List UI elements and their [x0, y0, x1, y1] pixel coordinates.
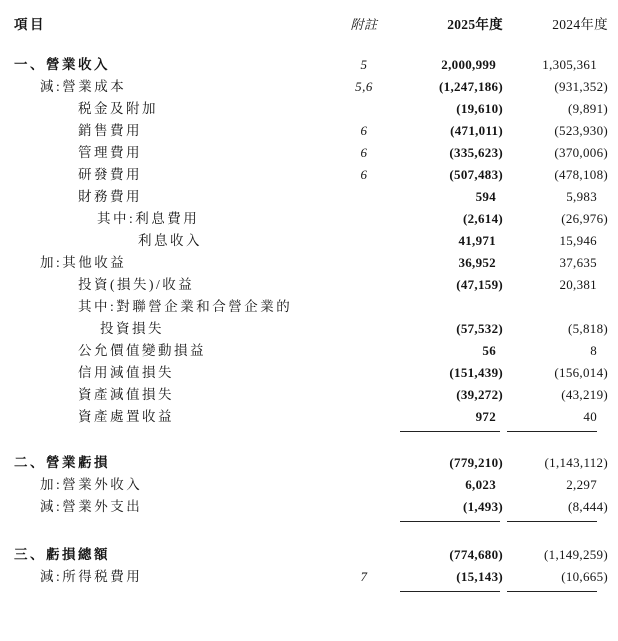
table-row [14, 230, 608, 252]
table-row [14, 76, 608, 98]
row-label: 税金及附加 [78, 101, 158, 116]
row-value-2024: 15,946 [559, 233, 597, 248]
table-row [14, 186, 608, 208]
row-value-2024: 5,983 [566, 189, 597, 204]
table-row [14, 318, 608, 340]
row-label: 其中:利息費用 [97, 211, 200, 226]
row-note: 6 [360, 145, 368, 160]
row-value-2025: (57,532) [456, 321, 503, 336]
row-label: 研發費用 [78, 167, 142, 182]
table-row [14, 252, 608, 274]
row-value-2025: 36,952 [458, 255, 496, 270]
row-value-2024: (8,444) [503, 496, 608, 518]
row-label: 一、營業收入 [14, 57, 110, 72]
row-label: 公允價值變動損益 [78, 343, 206, 358]
row-value-2024: 37,635 [559, 255, 597, 270]
row-value-2025: 56 [482, 343, 496, 358]
table-row [14, 54, 608, 76]
row-value-2025: (39,272) [456, 387, 503, 402]
row-value-2024: (156,014) [554, 365, 608, 380]
row-value-2024: (10,665) [503, 566, 608, 588]
row-value-2024: 8 [590, 343, 597, 358]
row-value-2025: 594 [475, 189, 496, 204]
header-gap [14, 36, 608, 54]
row-label: 利息收入 [138, 233, 202, 248]
table-row [14, 142, 608, 164]
table-row [14, 566, 608, 588]
row-note: 6 [360, 123, 368, 138]
row-label: 減:所得税費用 [40, 569, 143, 584]
row-value-2025: (19,610) [456, 101, 503, 116]
row-note: 5,6 [355, 79, 373, 94]
header-year-2025: 2025年度 [447, 17, 503, 32]
row-label: 銷售費用 [78, 123, 142, 138]
table-row [14, 362, 608, 384]
row-value-2024: 40 [503, 406, 608, 428]
row-value-2024: (9,891) [567, 101, 608, 116]
row-value-2025: (471,011) [450, 123, 503, 138]
row-value-2024: 2,297 [566, 477, 597, 492]
row-label: 減:營業成本 [40, 79, 127, 94]
row-label: 二、營業虧損 [14, 455, 110, 470]
table-row [14, 384, 608, 406]
row-value-2024: (43,219) [561, 387, 608, 402]
table-row [14, 296, 608, 318]
row-value-2025: (335,623) [449, 145, 503, 160]
table-row [14, 274, 608, 296]
table-header-row [14, 14, 608, 36]
row-value-2024: (5,818) [567, 321, 608, 336]
row-value-2025: (2,614) [462, 211, 503, 226]
row-label: 加:其他收益 [40, 255, 127, 270]
row-label: 管理費用 [78, 145, 142, 160]
row-value-2025: 41,971 [458, 233, 496, 248]
row-value-2025: (151,439) [449, 365, 503, 380]
row-label: 投資損失 [100, 321, 164, 336]
rows [14, 54, 608, 588]
row-value-2025: (1,493) [392, 496, 503, 518]
row-value-2024: (478,108) [554, 167, 608, 182]
row-label: 投資(損失)/收益 [78, 277, 195, 292]
row-value-2025: (1,247,186) [439, 79, 503, 94]
table-row [14, 452, 608, 474]
row-value-2025: (774,680) [449, 547, 503, 562]
table-row [14, 340, 608, 362]
row-note: 7 [360, 569, 368, 584]
row-value-2024: 1,305,361 [542, 57, 597, 72]
row-label: 財務費用 [78, 189, 142, 204]
row-value-2024: (1,143,112) [544, 455, 608, 470]
row-value-2024: 20,381 [559, 277, 597, 292]
row-value-2025: (15,143) [392, 566, 503, 588]
row-value-2024: (931,352) [554, 79, 608, 94]
header-year-2024: 2024年度 [552, 17, 608, 32]
row-value-2025: (779,210) [449, 455, 503, 470]
row-value-2025: 6,023 [465, 477, 496, 492]
row-note: 6 [360, 167, 368, 182]
row-value-2025: 2,000,999 [441, 57, 496, 72]
table-row [14, 208, 608, 230]
table-row [14, 98, 608, 120]
row-label: 信用減值損失 [78, 365, 174, 380]
header-item: 項目 [14, 17, 46, 32]
table-row [14, 164, 608, 186]
row-label: 加:營業外收入 [40, 477, 143, 492]
row-value-2024: (26,976) [561, 211, 608, 226]
row-value-2025: (47,159) [456, 277, 503, 292]
table-row [14, 496, 608, 518]
table-row [14, 120, 608, 142]
row-label: 資產處置收益 [78, 409, 174, 424]
table-row [14, 474, 608, 496]
row-value-2024: (1,149,259) [544, 547, 608, 562]
table-row [14, 544, 608, 566]
table-row [14, 406, 608, 428]
row-label: 三、虧損總額 [14, 547, 110, 562]
header-note: 附註 [350, 17, 378, 32]
row-value-2025: (507,483) [449, 167, 503, 182]
row-value-2024: (370,006) [554, 145, 608, 160]
row-value-2025: 972 [392, 406, 503, 428]
row-label: 資產減值損失 [78, 387, 174, 402]
row-note: 5 [360, 57, 368, 72]
row-label: 減:營業外支出 [40, 499, 143, 514]
row-value-2024: (523,930) [554, 123, 608, 138]
row-label: 其中:對聯營企業和合營企業的 [78, 299, 293, 314]
